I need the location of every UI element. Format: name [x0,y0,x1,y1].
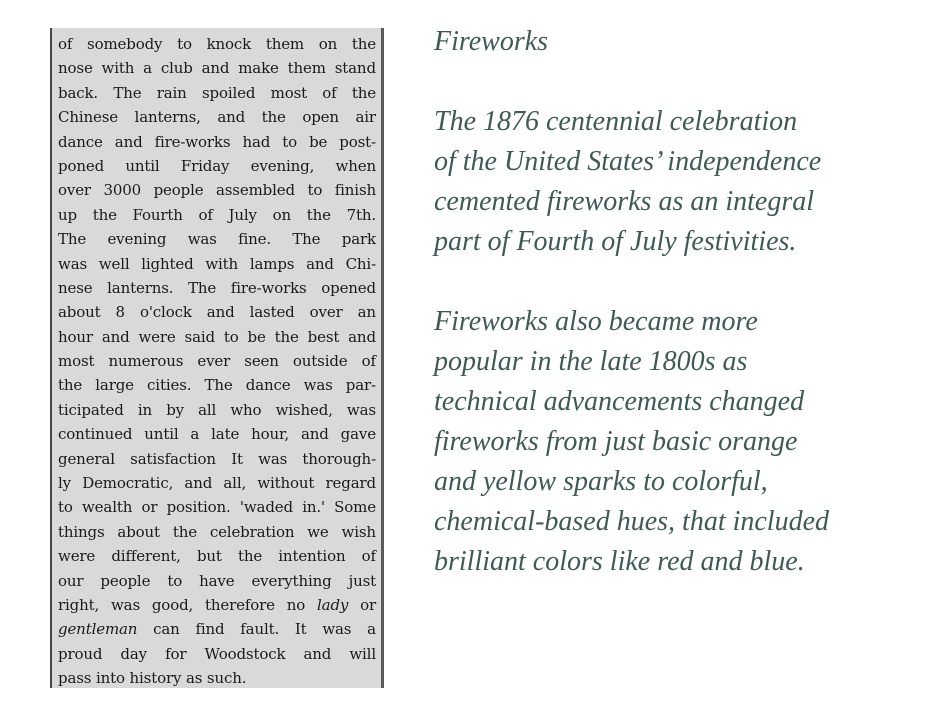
article-line: back. The rain spoiled most of the [58,83,376,102]
article-line: was well lighted with lamps and Chi- [58,254,376,273]
article-line: dance and fire-works had to be post- [58,132,376,151]
caption-line: brilliant colors like red and blue. [434,546,805,577]
article-line: to wealth or position. 'waded in.' Some [58,498,376,517]
article-line: general satisfaction It was thorough- [58,449,376,468]
caption-line: and yellow sparks to colorful, [434,466,768,497]
article-line: ly Democratic, and all, without regard [58,474,376,493]
article-line: our people to have everything just [58,571,376,590]
caption-line: fireworks from just basic orange [434,426,798,457]
caption-line: part of Fourth of July festivities. [434,226,797,257]
newspaper-column [58,32,376,688]
caption-line: popular in the late 1800s as [434,346,748,377]
article-line: were different, but the intention of [58,547,376,566]
article-line: the large cities. The dance was par- [58,376,376,395]
article-line: continued until a late hour, and gave [58,425,376,444]
caption-paragraph-1 [434,102,924,262]
caption-line: cemented fireworks as an integral [434,186,815,217]
caption-line: chemical-based hues, that included [434,506,830,537]
article-line: ticipated in by all who wished, was [58,400,376,419]
article-line: most numerous ever seen outside of [58,352,376,371]
newspaper-clipping [50,28,384,688]
caption-paragraph-2 [434,302,924,582]
caption-line: of the United States’ independence [434,146,822,177]
article-line: pass into history as such. [58,669,247,688]
caption-line: Fireworks also became more [434,306,758,337]
article-line: of somebody to knock them on the [58,35,376,53]
caption-title: Fireworks [434,26,549,57]
article-line: over 3000 people assembled to finish [58,181,376,200]
article-line: about 8 o'clock and lasted over an [58,303,376,322]
article-line: nese lanterns. The fire-works opened [58,278,376,297]
caption-panel [434,22,924,582]
article-line: The evening was fine. The park [58,230,376,249]
article-line: proud day for Woodstock and will [58,644,376,663]
article-line: nose with a club and make them stand [58,59,376,78]
article-line: gentleman can find fault. It was a [58,620,376,639]
article-line: hour and were said to be the best and [58,327,376,346]
caption-line: The 1876 centennial celebration [434,106,798,137]
article-line: Chinese lanterns, and the open air [58,108,376,127]
article-line: things about the celebration we wish [58,522,376,541]
caption-line: technical advancements changed [434,386,805,417]
article-line: up the Fourth of July on the 7th. [58,205,376,224]
article-line: poned until Friday evening, when [58,156,376,175]
article-line: right, was good, therefore no lady or [58,595,376,614]
